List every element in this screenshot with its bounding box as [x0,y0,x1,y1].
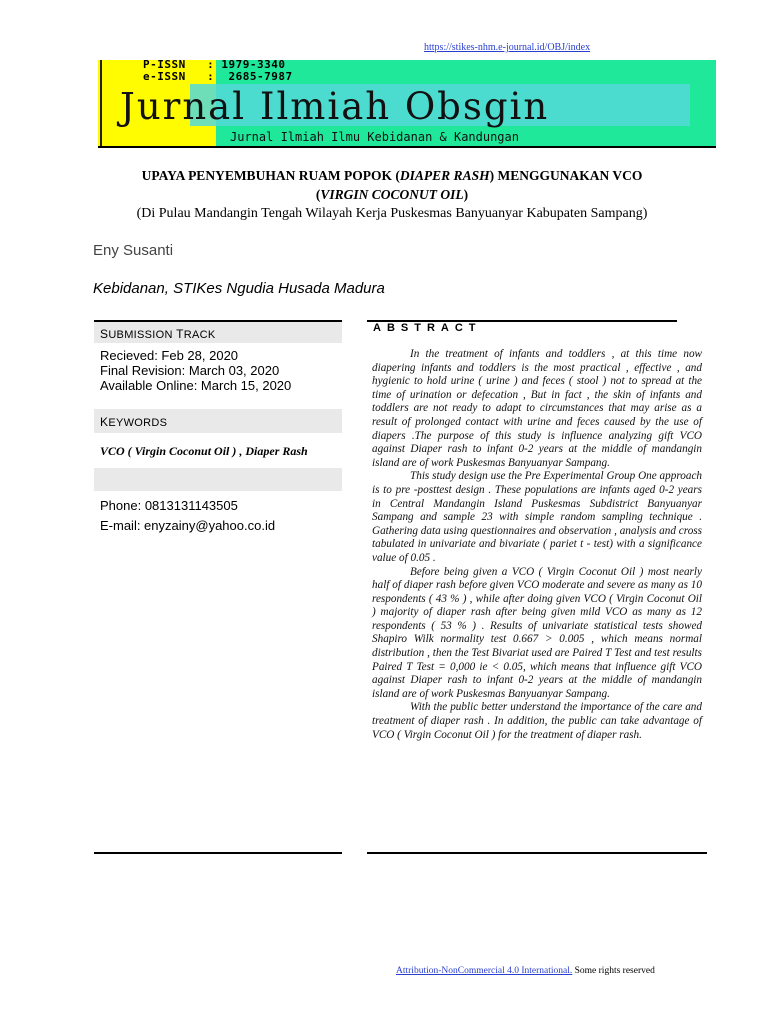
final-revision-date: Final Revision: March 03, 2020 [100,363,280,378]
rights-text: Some rights reserved [572,966,655,976]
abstract-body [372,348,702,742]
journal-banner [98,60,716,148]
abstract-paragraph: With the public better understand the importance of the care and treatment of diaper rash . In addition, the public can take advantage of VCO ( Virgin Coconut Oil ) for the treatment of diaper rash. [372,701,702,741]
banner-left-rule [100,60,102,148]
p-issn: P-ISSN : 1979-3340 [143,58,286,71]
banner-bottom-rule [98,146,716,148]
abstract-paragraph: This study design use the Pre Experimental Group One approach is to pre -posttest design . These populations are infants aged 0-2 years in Central Mandangin Island Puskesmas Subdistrict Banyuanyar Sampang and sample 23 with simple random sampling technique . Gathering data using questionnaires and observation , analysis and cross tabulated in univariate and bivariate ( pariet t - test) with a significance value of 0.05 . [372,470,702,564]
abstract-heading: ABSTRACT [373,322,482,334]
license-link[interactable]: Attribution-NonCommercial 4.0 International. [396,966,573,976]
article-title-line1: UPAYA PENYEMBUHAN RUAM POPOK (DIAPER RASH) MENGGUNAKAN VCO [141,168,643,183]
author-affiliation: Kebidanan, STIKes Ngudia Husada Madura [93,280,385,297]
journal-subtitle: Jurnal Ilmiah Ilmu Kebidanan & Kandungan [230,130,519,144]
available-online-date: Available Online: March 15, 2020 [100,378,292,393]
keywords-heading: KEYWORDS [100,415,168,429]
author-name: Eny Susanti [93,242,174,259]
abstract-paragraph: In the treatment of infants and toddlers , at this time now diapering infants and toddlers is the most practical , effective , and hygienic to hold urine ( urine ) and feces ( stool ) not to spread at the time of urination or defecation , But in fact , the skin of infants and toddlers are not ready to adapt to circumstances that may arise as a result of prolonged contact with urine and feces caused by the use of diapers .The purpose of this study is influence analyzing gift VCO against Diaper rash to infant 0-2 years at the middle of mandangin island are of work Puskesmas Banyuanyar Sampang. [372,348,702,469]
journal-url-link[interactable]: https://stikes-nhm.e-journal.id/OBJ/index [424,42,591,53]
article-subtitle: (Di Pulau Mandangin Tengah Wilayah Kerja Puskesmas Banyuanyar Kabupaten Sampang) [136,206,648,221]
license-footer [396,966,655,976]
e-issn: e-ISSN : 2685-7987 [143,70,293,83]
received-date: Recieved: Feb 28, 2020 [100,348,239,363]
submission-track-heading: SUBMISSION TRACK [100,327,216,341]
article-title-line2: (VIRGIN COCONUT OIL) [315,187,469,202]
left-bottom-rule [94,852,342,854]
keywords-text: VCO ( Virgin Coconut Oil ) , Diaper Rash [100,444,308,458]
abstract-bottom-rule [367,852,707,854]
phone-number: Phone: 0813131143505 [100,498,238,513]
contact-band [94,468,342,491]
abstract-paragraph: Before being given a VCO ( Virgin Coconut Oil ) most nearly half of diaper rash before given VCO moderate and severe as many as 10 respondents ( 43 % ) , while after doing given VCO ( Virgin Coconut Oil ) majority of diaper rash after being given mild VCO as many as 12 respondents ( 53 % ) . Results of univariate statistical tests showed Shapiro Wilk normality test 0.667 > 0.005 , which means normal distribution , then the Test Bivariat used are Paired T Test and test results Paired T Test = 0,000 ie < 0.05, which means that influence gift VCO against Diaper rash to infant 0-2 years at the middle of mandangin island are of work Puskesmas Banyuanyar Sampang. [372,565,702,700]
journal-title: Jurnal Ilmiah Obsgin [120,85,550,128]
email-address: E-mail: enyzainy@yahoo.co.id [100,518,276,533]
